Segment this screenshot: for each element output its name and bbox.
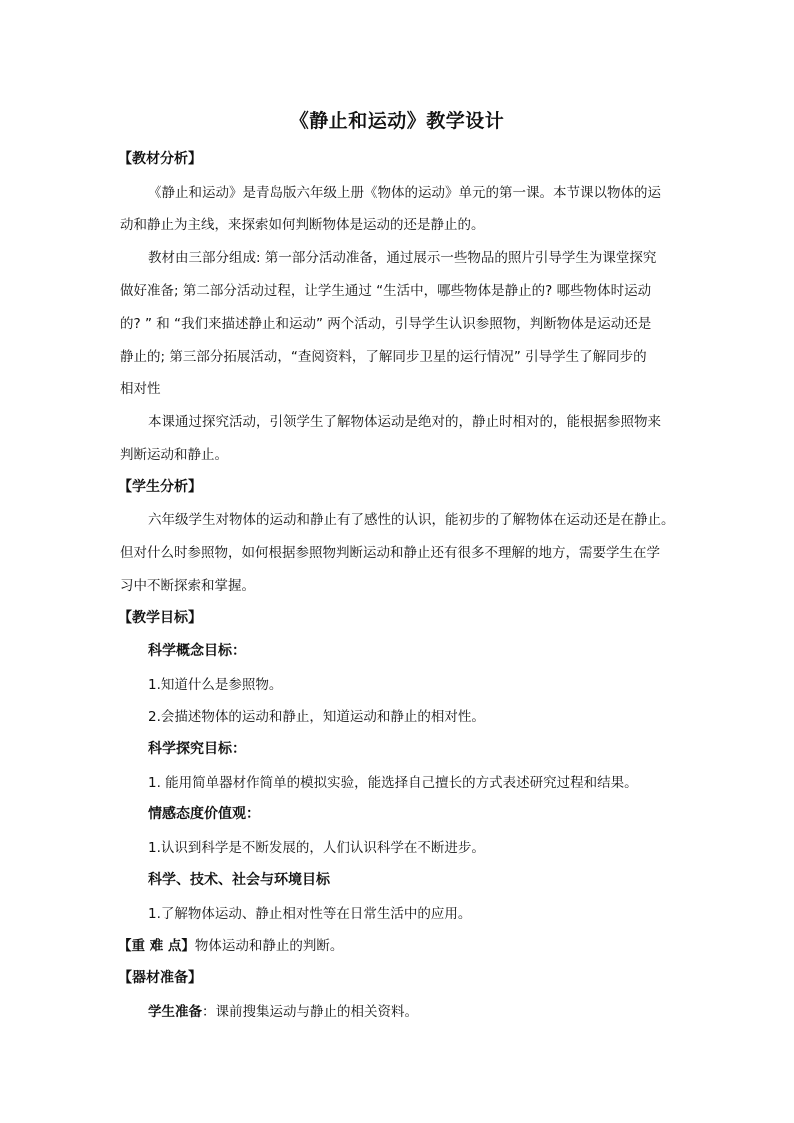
paragraph-line: 的? ” 和 “我们来描述静止和运动” 两个活动，引导学生认识参照物，判断物体是运动还是 (120, 316, 652, 332)
goal-label-inquiry: 科学探究目标： (148, 741, 246, 757)
heading-equipment: 【器材准备】 (118, 970, 202, 986)
paragraph-line: 但对什么时参照物，如何根据参照物判断运动和静止还有很多不理解的地方，需要学生在学 (120, 545, 660, 561)
goal-item: 1. 能用简单器材作简单的模拟实验，能选择自己擅长的方式表述研究过程和结果。 (148, 775, 638, 791)
heading-key-points: 【重 难 点】 (118, 938, 195, 954)
key-points-text: 物体运动和静止的判断。 (194, 938, 344, 954)
paragraph-line: 动和静止为主线，来探索如何判断物体是运动的还是静止的。 (120, 217, 485, 233)
paragraph-line: 六年级学生对物体的运动和静止有了感性的认识，能初步的了解物体在运动还是在静止。 (148, 512, 675, 528)
goal-label-sts: 科学、技术、社会与环境目标 (148, 872, 330, 888)
goal-item: 1.知道什么是参照物。 (148, 677, 283, 693)
goal-item: 2.会描述物体的运动和静止，知道运动和静止的相对性。 (148, 709, 485, 725)
goal-label-concept: 科学概念目标： (148, 643, 246, 659)
paragraph-line: 习中不断探索和掌握。 (120, 578, 255, 594)
document-title: 《静止和运动》教学设计 (289, 110, 505, 132)
equipment-text: ：课前搜集运动与静止的相关资料。 (202, 1004, 418, 1020)
paragraph-line: 做好准备; 第二部分活动过程，让学生通过 “生活中，哪些物体是静止的? 哪些物体时运动 (120, 283, 652, 299)
goal-label-attitude: 情感态度价值观： (148, 806, 260, 822)
paragraph-line: 相对性 (120, 381, 161, 397)
equipment-line (148, 1000, 418, 1020)
heading-teaching-goals: 【教学目标】 (118, 610, 202, 626)
heading-student-analysis: 【学生分析】 (118, 479, 202, 495)
goal-item: 1.认识到科学是不断发展的，人们认识科学在不断进步。 (148, 840, 485, 856)
paragraph-line: 本课通过探究活动，引领学生了解物体运动是绝对的，静止时相对的，能根据参照物来 (148, 414, 661, 430)
heading-materials-analysis: 【教材分析】 (118, 151, 202, 167)
paragraph-line: 教材由三部分组成: 第一部分活动准备，通过展示一些物品的照片引导学生为课堂探究 (148, 250, 657, 266)
equipment-label: 学生准备 (148, 1004, 202, 1020)
paragraph-line: 判断运动和静止。 (120, 447, 228, 463)
goal-item: 1.了解物体运动、静止相对性等在日常生活中的应用。 (148, 906, 472, 922)
key-points-line (118, 934, 343, 954)
paragraph-line: 《静止和运动》是青岛版六年级上册《物体的运动》单元的第一课。本节课以物体的运 (148, 185, 661, 201)
paragraph-line: 静止的; 第三部分拓展活动，“查阅资料，了解同步卫星的运行情况” 引导学生了解同步的 (120, 349, 647, 365)
